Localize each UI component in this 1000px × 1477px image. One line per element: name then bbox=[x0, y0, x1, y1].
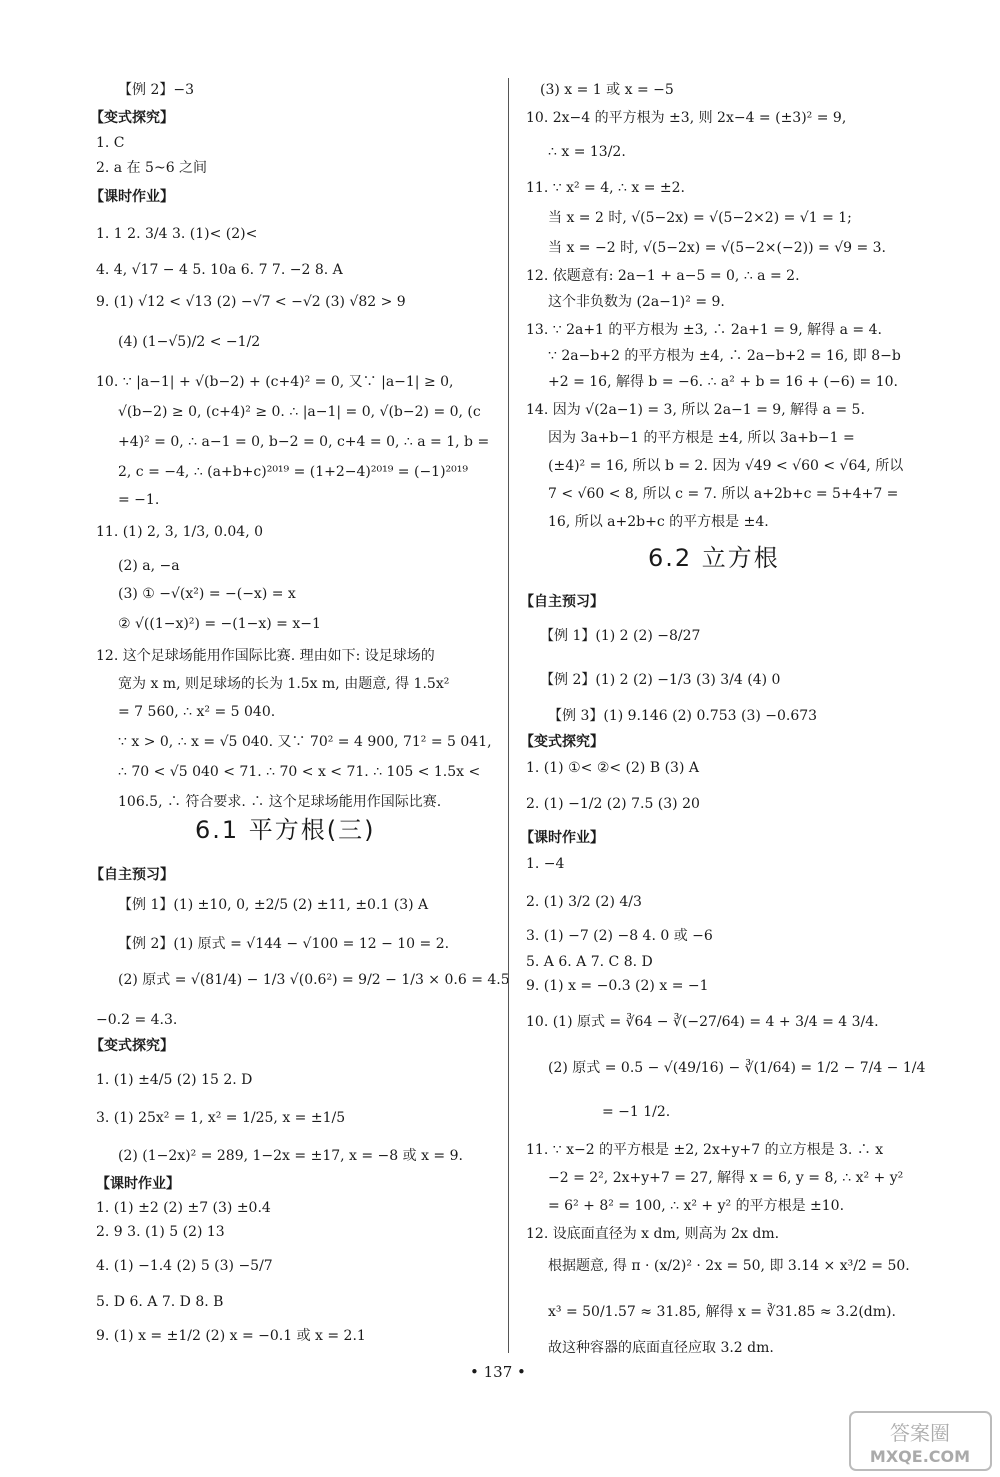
answer-line: 2. (1) 3/2 (2) 4/3 bbox=[526, 894, 642, 910]
answer-line: 16, 所以 a+2b+c 的平方根是 ±4. bbox=[548, 514, 769, 530]
answer-line: 9. (1) x = ±1/2 (2) x = −0.1 或 x = 2.1 bbox=[96, 1328, 366, 1344]
answer-line: 11. ∵ x² = 4, ∴ x = ±2. bbox=[526, 180, 685, 196]
answer-line: 【例 3】(1) 9.146 (2) 0.753 (3) −0.673 bbox=[548, 708, 818, 724]
answer-line: 1. (1) ±2 (2) ±7 (3) ±0.4 bbox=[96, 1200, 271, 1216]
answer-line: (2) a, −a bbox=[118, 558, 180, 574]
answer-line: −0.2 = 4.3. bbox=[96, 1012, 178, 1028]
answer-line: −2 = 2², 2x+y+7 = 27, 解得 x = 6, y = 8, ∴ x² + y² bbox=[548, 1170, 904, 1186]
answer-line: 【例 1】(1) ±10, 0, ±2/5 (2) ±11, ±0.1 (3) A bbox=[118, 897, 429, 913]
svg-text:MXQE.COM: MXQE.COM bbox=[869, 1447, 971, 1466]
answer-line: 【例 2】(1) 原式 = √144 − √100 = 12 − 10 = 2. bbox=[118, 936, 450, 952]
answer-line: 1. −4 bbox=[526, 856, 565, 872]
answer-line: 11. ∵ x−2 的平方根是 ±2, 2x+y+7 的立方根是 3. ∴ x bbox=[526, 1142, 884, 1158]
answer-line: 12. 设底面直径为 x dm, 则高为 2x dm. bbox=[526, 1226, 780, 1242]
answer-line: 【例 2】−3 bbox=[118, 82, 194, 98]
section-title: 6.2 立方根 bbox=[648, 544, 780, 572]
answer-line: 2. 9 3. (1) 5 (2) 13 bbox=[96, 1224, 225, 1240]
answer-line: (3) x = 1 或 x = −5 bbox=[540, 82, 674, 98]
answer-line: ② √((1−x)²) = −(1−x) = x−1 bbox=[118, 616, 321, 632]
answer-line: 宽为 x m, 则足球场的长为 1.5x m, 由题意, 得 1.5x² bbox=[118, 676, 450, 692]
answer-line: +2 = 16, 解得 b = −6. ∴ a² + b = 16 + (−6) = 10. bbox=[548, 374, 899, 390]
answer-line: √(b−2) ≥ 0, (c+4)² ≥ 0. ∴ |a−1| = 0, √(b−2) = 0, (c bbox=[118, 404, 481, 420]
answer-line: 4. 4, √17 − 4 5. 10a 6. 7 7. −2 8. A bbox=[96, 262, 343, 278]
answer-line: = −1 1/2. bbox=[602, 1104, 671, 1120]
answer-line: 1. (1) ①< ②< (2) B (3) A bbox=[526, 760, 699, 776]
answer-line: 7 < √60 < 8, 所以 c = 7. 所以 a+2b+c = 5+4+7 = bbox=[548, 486, 899, 502]
answer-line: (2) (1−2x)² = 289, 1−2x = ±17, x = −8 或 x = 9. bbox=[118, 1148, 463, 1164]
answer-line: 12. 这个足球场能用作国际比赛. 理由如下: 设足球场的 bbox=[96, 648, 435, 664]
answer-line: 4. (1) −1.4 (2) 5 (3) −5/7 bbox=[96, 1258, 273, 1274]
answer-line: (4) (1−√5)/2 < −1/2 bbox=[118, 334, 261, 350]
section-label: 【课时作业】 bbox=[90, 189, 174, 205]
svg-text:答案圈: 答案圈 bbox=[890, 1421, 950, 1445]
answer-line: x³ = 50/1.57 ≈ 31.85, 解得 x = ∛31.85 ≈ 3.2(dm). bbox=[548, 1304, 896, 1320]
answer-line: (2) 原式 = √(81/4) − 1/3 √(0.6²) = 9/2 − 1/3 × 0.6 = 4.5 bbox=[118, 972, 510, 988]
answer-line: 根据题意, 得 π · (x/2)² · 2x = 50, 即 3.14 × x³/2 = 50. bbox=[548, 1258, 910, 1274]
answer-line: 2. a 在 5~6 之间 bbox=[96, 160, 208, 176]
answer-line: 因为 3a+b−1 的平方根是 ±4, 所以 3a+b−1 = bbox=[548, 430, 855, 446]
answer-line: 9. (1) x = −0.3 (2) x = −1 bbox=[526, 978, 709, 994]
answer-line: ∴ 70 < √5 040 < 71. ∴ 70 < x < 71. ∴ 105 < 1.5x < bbox=[118, 764, 481, 780]
section-label: 【课时作业】 bbox=[96, 1176, 180, 1192]
answer-line: 1. (1) ±4/5 (2) 15 2. D bbox=[96, 1072, 253, 1088]
answer-line: 3. (1) 25x² = 1, x² = 1/25, x = ±1/5 bbox=[96, 1110, 346, 1126]
answer-line: (3) ① −√(x²) = −(−x) = x bbox=[118, 586, 296, 602]
section-label: 【变式探究】 bbox=[90, 110, 174, 126]
answer-line: 【例 2】(1) 2 (2) −1/3 (3) 3/4 (4) 0 bbox=[540, 672, 781, 688]
answer-line: = 6² + 8² = 100, ∴ x² + y² 的平方根是 ±10. bbox=[548, 1198, 845, 1214]
watermark-logo bbox=[848, 1410, 993, 1472]
answer-line: 3. (1) −7 (2) −8 4. 0 或 −6 bbox=[526, 928, 713, 944]
answer-line: 这个非负数为 (2a−1)² = 9. bbox=[548, 294, 725, 310]
answer-line: ∴ x = 13/2. bbox=[548, 144, 626, 160]
answer-line: 当 x = 2 时, √(5−2x) = √(5−2×2) = √1 = 1; bbox=[548, 210, 852, 226]
answer-line: 1. 1 2. 3/4 3. (1)< (2)< bbox=[96, 226, 258, 242]
answer-line: ∵ x > 0, ∴ x = √5 040. 又∵ 70² = 4 900, 71² = 5 041, bbox=[118, 734, 492, 750]
answer-line: 10. 2x−4 的平方根为 ±3, 则 2x−4 = (±3)² = 9, bbox=[526, 110, 847, 126]
answer-line: 1. C bbox=[96, 135, 125, 151]
answer-line: 106.5, ∴ 符合要求. ∴ 这个足球场能用作国际比赛. bbox=[118, 794, 442, 810]
answer-line: 11. (1) 2, 3, 1/3, 0.04, 0 bbox=[96, 524, 264, 540]
answer-line: 当 x = −2 时, √(5−2x) = √(5−2×(−2)) = √9 = 3. bbox=[548, 240, 887, 256]
answer-line: 故这种容器的底面直径应取 3.2 dm. bbox=[548, 1340, 774, 1356]
answer-line: 5. A 6. A 7. C 8. D bbox=[526, 954, 653, 970]
answer-line: 10. (1) 原式 = ∛64 − ∛(−27/64) = 4 + 3/4 = 4 3/4. bbox=[526, 1014, 879, 1030]
answer-line: = 7 560, ∴ x² = 5 040. bbox=[118, 704, 276, 720]
answer-line: 14. 因为 √(2a−1) = 3, 所以 2a−1 = 9, 解得 a = 5. bbox=[526, 402, 865, 418]
section-label: 【课时作业】 bbox=[520, 830, 604, 846]
answer-line: +4)² = 0, ∴ a−1 = 0, b−2 = 0, c+4 = 0, ∴ a = 1, b = bbox=[118, 434, 490, 450]
page-number: • 137 • bbox=[470, 1363, 526, 1381]
answer-line: ∵ 2a−b+2 的平方根为 ±4, ∴ 2a−b+2 = 16, 即 8−b bbox=[548, 348, 901, 364]
answer-line: 2. (1) −1/2 (2) 7.5 (3) 20 bbox=[526, 796, 700, 812]
answer-line: 13. ∵ 2a+1 的平方根为 ±3, ∴ 2a+1 = 9, 解得 a = 4. bbox=[526, 322, 882, 338]
answer-line: (2) 原式 = 0.5 − √(49/16) − ∛(1/64) = 1/2 − 7/4 − 1/4 bbox=[548, 1060, 926, 1076]
section-label: 【变式探究】 bbox=[90, 1038, 174, 1054]
answer-line: 10. ∵ |a−1| + √(b−2) + (c+4)² = 0, 又∵ |a−1| ≥ 0, bbox=[96, 374, 454, 390]
answer-line: = −1. bbox=[118, 492, 160, 508]
answer-line: 【例 1】(1) 2 (2) −8/27 bbox=[540, 628, 701, 644]
answer-line: 5. D 6. A 7. D 8. B bbox=[96, 1294, 224, 1310]
answer-line: 12. 依题意有: 2a−1 + a−5 = 0, ∴ a = 2. bbox=[526, 268, 800, 284]
answer-line: 2, c = −4, ∴ (a+b+c)²⁰¹⁹ = (1+2−4)²⁰¹⁹ = (−1)²⁰¹⁹ bbox=[118, 464, 468, 480]
answer-line: (±4)² = 16, 所以 b = 2. 因为 √49 < √60 < √64, 所以 bbox=[548, 458, 904, 474]
section-label: 【自主预习】 bbox=[90, 867, 174, 883]
section-title: 6.1 平方根(三) bbox=[195, 816, 376, 844]
answer-line: 9. (1) √12 < √13 (2) −√7 < −√2 (3) √82 > 9 bbox=[96, 294, 406, 310]
section-label: 【变式探究】 bbox=[520, 734, 604, 750]
column-divider bbox=[508, 78, 509, 1353]
section-label: 【自主预习】 bbox=[520, 594, 604, 610]
